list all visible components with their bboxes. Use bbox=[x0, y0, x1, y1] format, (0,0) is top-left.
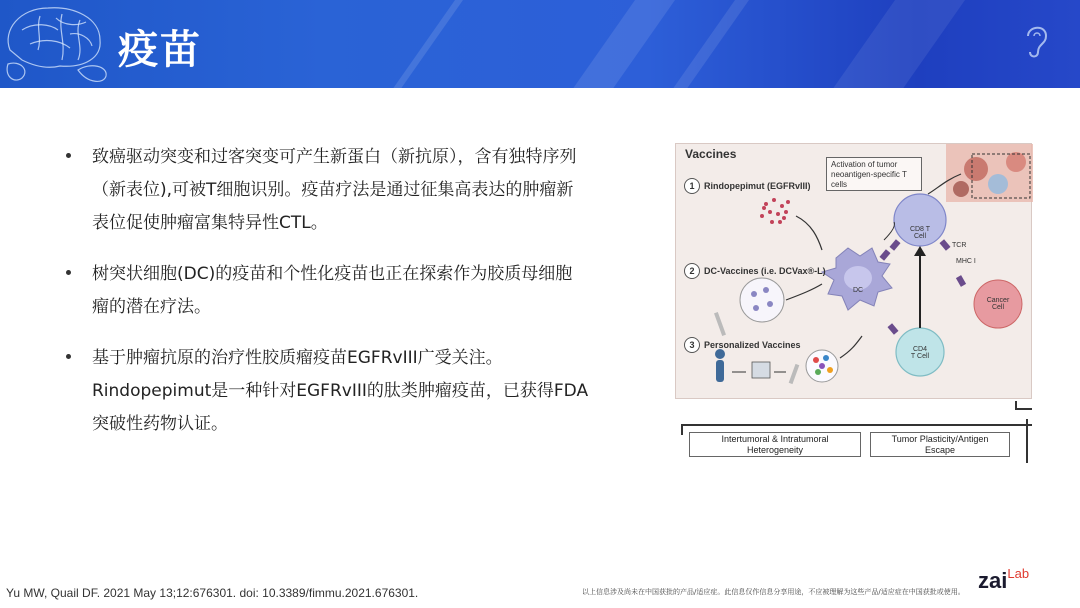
method-number: 1 bbox=[684, 178, 700, 194]
bullet-list bbox=[66, 141, 622, 459]
dc-label: DC bbox=[852, 287, 864, 294]
mhc-label: MHC I bbox=[956, 258, 976, 265]
cancer-label-line: Cancer bbox=[986, 297, 1010, 304]
method-label: DC-Vaccines (i.e. DCVax®-L) bbox=[704, 266, 826, 276]
header-stripe bbox=[811, 0, 979, 88]
header-stripe bbox=[551, 0, 689, 88]
bullet-line: 基于肿瘤抗原的治疗性胶质瘤疫苗EGFRvIII广受关注。 bbox=[92, 348, 503, 368]
header-banner bbox=[0, 0, 1080, 88]
page-title: 疫苗 bbox=[118, 27, 202, 73]
cancer-label-line: Cell bbox=[991, 304, 1005, 311]
bullet-dot bbox=[66, 270, 71, 275]
bullet-line: （新表位),可被T细胞识别。疫苗疗法是通过征集高表达的肿瘤新 bbox=[92, 180, 574, 200]
method-number: 3 bbox=[684, 337, 700, 353]
brain-icon bbox=[0, 0, 115, 88]
method-label: Personalized Vaccines bbox=[704, 340, 801, 350]
header-stripe bbox=[651, 0, 763, 88]
plasticity-box bbox=[870, 432, 1010, 457]
bullet-item bbox=[66, 141, 622, 240]
cd4-label-line: CD4 bbox=[912, 346, 927, 353]
bullet-item bbox=[66, 342, 622, 441]
cd4-label-line: T Cell bbox=[910, 353, 930, 360]
method-number: 2 bbox=[684, 263, 700, 279]
bracket-lines bbox=[672, 143, 1032, 463]
figure-title: Vaccines bbox=[685, 147, 737, 161]
logo-main: zai bbox=[978, 568, 1008, 593]
logo-sub: Lab bbox=[1007, 566, 1030, 581]
plasticity-line: Tumor Plasticity/Antigen bbox=[891, 434, 989, 444]
plasticity-line: Escape bbox=[924, 445, 956, 455]
ear-icon bbox=[1022, 20, 1052, 60]
bullet-line: 瘤的潜在疗法。 bbox=[92, 297, 211, 317]
method-label: Rindopepimut (EGFRvIII) bbox=[704, 181, 811, 191]
cd8-label-line: CD8 T bbox=[909, 226, 931, 233]
bullet-item bbox=[66, 258, 622, 324]
heterogeneity-box bbox=[689, 432, 861, 457]
heterogeneity-line: Intertumoral & Intratumoral bbox=[721, 434, 829, 444]
bullet-line: 突破性药物认证。 bbox=[92, 414, 228, 434]
bullet-dot bbox=[66, 354, 71, 359]
vaccine-figure bbox=[672, 143, 1032, 463]
bullet-line: 致癌驱动突变和过客突变可产生新蛋白（新抗原），含有独特序列 bbox=[92, 147, 577, 167]
activation-box: Activation of tumor neoantigen-specific T cells bbox=[826, 157, 922, 191]
cd8-label-line: Cell bbox=[913, 233, 927, 240]
citation-text: Yu MW, Quail DF. 2021 May 13;12:676301. doi: 10.3389/fimmu.2021.676301. bbox=[6, 586, 419, 600]
disclaimer-text: 以上信息涉及尚未在中国获批的产品/适应症。此信息仅作信息分享用途，不应被理解为这些产品/适应症在中国获批或使用。 bbox=[582, 588, 965, 596]
bullet-line: Rindopepimut是一种针对EGFRvIII的肽类肿瘤疫苗，已获得FDA bbox=[92, 381, 589, 401]
tcr-label: TCR bbox=[952, 242, 967, 249]
heterogeneity-line: Heterogeneity bbox=[746, 445, 804, 455]
header-stripe bbox=[371, 0, 477, 88]
zai-lab-logo bbox=[978, 568, 1029, 594]
bullet-line: 表位促使肿瘤富集特异性CTL。 bbox=[92, 213, 328, 233]
bullet-line: 树突状细胞(DC)的疫苗和个性化疫苗也正在探索作为胶质母细胞 bbox=[92, 264, 573, 284]
bullet-dot bbox=[66, 153, 71, 158]
